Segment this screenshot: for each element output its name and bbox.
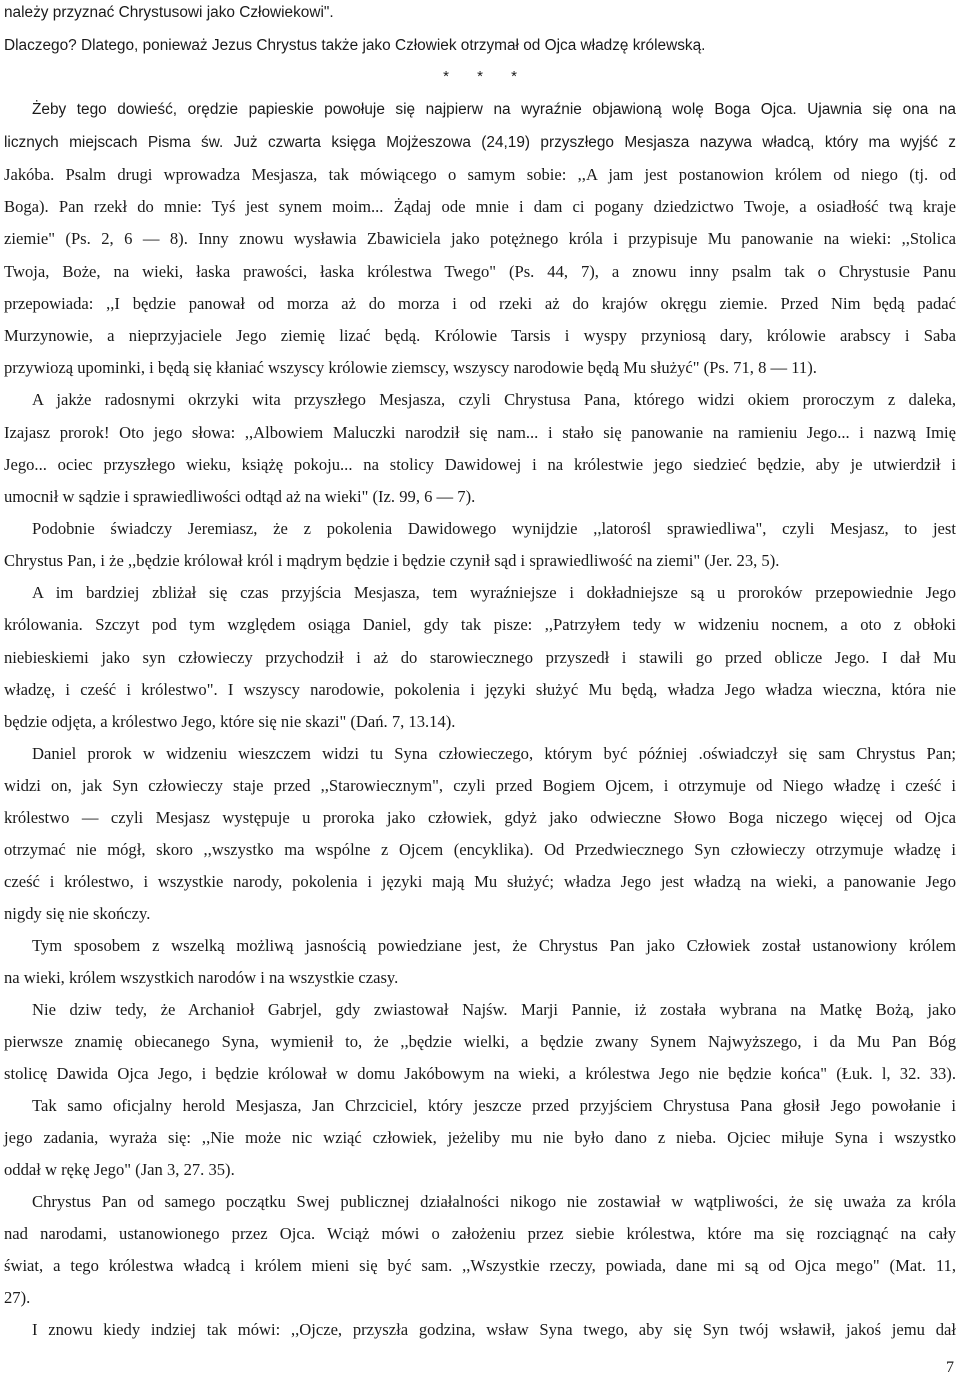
text-line: Murzynowie, a nieprzyjaciele Jego ziemię lizać będą. Królowie Tarsis i wyspy przyniosą dary, królowie arabscy i Saba — [4, 326, 956, 345]
text-line: pierwsze znamię obiecanego Syna, wymienił to, że ,,będzie wielki, a będzie zwany Synem Najwyższego, i da Mu Pan Bóg — [4, 1032, 956, 1051]
text-line: Izajasz prorok! Oto jego słowa: ,,Albowiem Maluczki narodził się nam... i stało się panowanie na ramieniu Jego... i nazwą Imię — [4, 423, 956, 442]
text-line: Tym sposobem z wszelką możliwą jasnością powiedziane jest, że Chrystus Pan jako Człowiek został ustanowiony królem — [32, 936, 956, 955]
text-line: oddał w rękę Jego" (Jan 3, 27. 35). — [4, 1160, 235, 1179]
text-line: Chrystus Pan, i że ,,będzie królował król i mądrym będzie i będzie czynił sąd i sprawiedliwość na ziemi" (Jer. 23, 5). — [4, 551, 780, 570]
section-separator: * * * — [443, 68, 517, 85]
text-line: przywiozą upominki, i będą się kłaniać wszyscy królowie ziemscy, wszyscy narodowie będą Mu służyć" (Ps. 71, 8 — 11). — [4, 358, 817, 377]
text-line: umocnił w sądzie i sprawiedliwości odtąd aż na wieki" (Iz. 99, 6 — 7). — [4, 487, 476, 506]
text-line: Dlaczego? Dlatego, ponieważ Jezus Chrystus także jako Człowiek otrzymał od Ojca władzę królewską. — [4, 37, 706, 54]
text-line: Jego... ociec przyszłego wieku, książę pokoju... na stolicy Dawidowej i na królestwie jego siedzieć będzie, aby je utwierdził i — [4, 455, 956, 474]
text-line: A jakże radosnymi okrzyki wita przyszłego Mesjasza, czyli Chrystusa Pana, którego widzi okiem proroczym z daleka, — [32, 390, 956, 409]
text-line: nad narodami, ustanowionego przez Ojca. Wciąż mówi o założeniu przez siebie królestwa, które ma się rozciągnąć na cały — [4, 1224, 956, 1243]
text-line: Nie dziw tedy, że Archanioł Gabrjel, gdy zwiastował Najśw. Marji Pannie, iż została wybrana na Matkę Bożą, jako — [32, 1000, 956, 1019]
text-line: cześć i królestwo, i wszystkie narody, pokolenia i języki mają Mu służyć; władza Jego jest władzą na wieki, a panowanie Jego — [4, 872, 956, 891]
text-line: Twoja, Boże, na wieki, łaska prawości, łaska królestwa Twego" (Ps. 44, 7), a znowu inny psalm tak o Chrystusie Panu — [4, 262, 956, 281]
text-line: Boga). Pan rzekł do mnie: Tyś jest synem moim... Żądaj ode mnie i dam ci pogany dziedzictwo Twoje, a osiadłość twą kraje — [4, 197, 956, 216]
text-line: ziemie" (Ps. 2, 6 — 8). Inny znowu wysławia Zbawiciela jako potężnego króla i przypisuje Mu panowanie na wieki: ,,Stolica — [4, 229, 956, 248]
text-line: królowania. Szczyt pod tym względem osiąga Daniel, gdy tak pisze: ,,Patrzyłem tedy w widzeniu nocnem, a oto z obłoki — [4, 615, 956, 634]
text-line: Daniel prorok w widzeniu wieszczem widzi tu Syna człowieczego, którym być później .oświadczył się sam Chrystus Pan; — [32, 744, 956, 763]
text-line: stolicę Dawida Ojca Jego, i będzie królował w domu Jakóbowym na wieki, a królestwa Jego nie będzie końca" (Łuk. l, 32. 33). — [4, 1064, 956, 1083]
text-line: będzie odjęta, a królestwo Jego, które się nie skazi" (Dań. 7, 13.14). — [4, 712, 456, 731]
text-line: Jakóba. Psalm drugi wprowadza Mesjasza, tak mówiącego o samym sobie: ,,A jam jest postanowion królem od niego (tj. od — [4, 165, 956, 184]
text-line: licznych miejscach Pisma św. Już czwarta księga Mojżeszowa (24,19) przyszłego Mesjasza nazywa władcą, który ma wyjść z — [4, 134, 956, 151]
text-line: władzę, i cześć i królestwo". I wszyscy narodowie, pokolenia i języki służyć Mu będą, władza Jego władza wieczna, która nie — [4, 680, 956, 699]
text-line: należy przyznać Chrystusowi jako Człowiekowi". — [4, 4, 334, 21]
text-line: otrzymać nie mógł, skoro ,,wszystko ma wspólne z Ojcem (encyklika). Od Przedwiecznego Syn człowieczy otrzymuje władzę i — [4, 840, 956, 859]
text-line: na wieki, królem wszystkich narodów i na wszystkie czasy. — [4, 968, 399, 987]
text-line: I znowu kiedy indziej tak mówi: ,,Ojcze, przyszła godzina, wsław Syna twego, aby się Syn twój wsławił, jakoś jemu dał — [32, 1320, 956, 1339]
text-line: A im bardziej zbliżał się czas przyjścia Mesjasza, tem wyraźniejsze i dokładniejsze są u proroków przepowiednie Jego — [32, 583, 956, 602]
text-line: Tak samo oficjalny herold Mesjasza, Jan Chrzciciel, który jeszcze przed przyjściem Chrystusa Pana głosił Jego powołanie i — [32, 1096, 956, 1115]
text-line: 27). — [4, 1288, 31, 1307]
text-line: nigdy się nie skończy. — [4, 904, 151, 923]
text-line: Podobnie świadczy Jeremiasz, że z pokolenia Dawidowego wynijdzie ,,latorośl sprawiedliwa", czyli Mesjasz, to jest — [32, 519, 956, 538]
text-line: przepowiada: ,,I będzie panował od morza aż do morza i od rzeki aż do krajów okręgu ziemie. Przed Nim będą padać — [4, 294, 956, 313]
text-line: jego zadania, wyraża się: ,,Nie może nic wziąć człowiek, jeżeliby mu nie było dano z nieba. Ojciec miłuje Syna i wszystko — [4, 1128, 956, 1147]
text-line: świat, a tego królestwa władcą i królem mieni się być sam. ,,Wszystkie rzeczy, powiada, dane mi są od Ojca mego" (Mat. 11, — [4, 1256, 956, 1275]
text-line: Żeby tego dowieść, orędzie papieskie powołuje się najpierw na wyraźnie objawioną wolę Boga Ojca. Ujawnia się ona na — [32, 101, 956, 118]
page-number: 7 — [946, 1359, 954, 1376]
text-line: niebieskiemi jako syn człowieczy przychodził i aż do starowiecznego przyszedł i stawili go przed oblicze Jego. I dał Mu — [4, 648, 956, 667]
text-line: królestwo — czyli Mesjasz występuje u proroka jako człowiek, gdyż jako odwieczne Słowo Boga niczego więcej od Ojca — [4, 808, 956, 827]
text-line: Chrystus Pan od samego początku Swej publicznej działalności nikogo nie zostawiał w wątpliwości, że się uważa za króla — [32, 1192, 956, 1211]
text-line: widzi on, jak Syn człowieczy staje przed ,,Starowiecznym", czyli przed Bogiem Ojcem, i otrzymuje od Niego władzę i cześć i — [4, 776, 956, 795]
